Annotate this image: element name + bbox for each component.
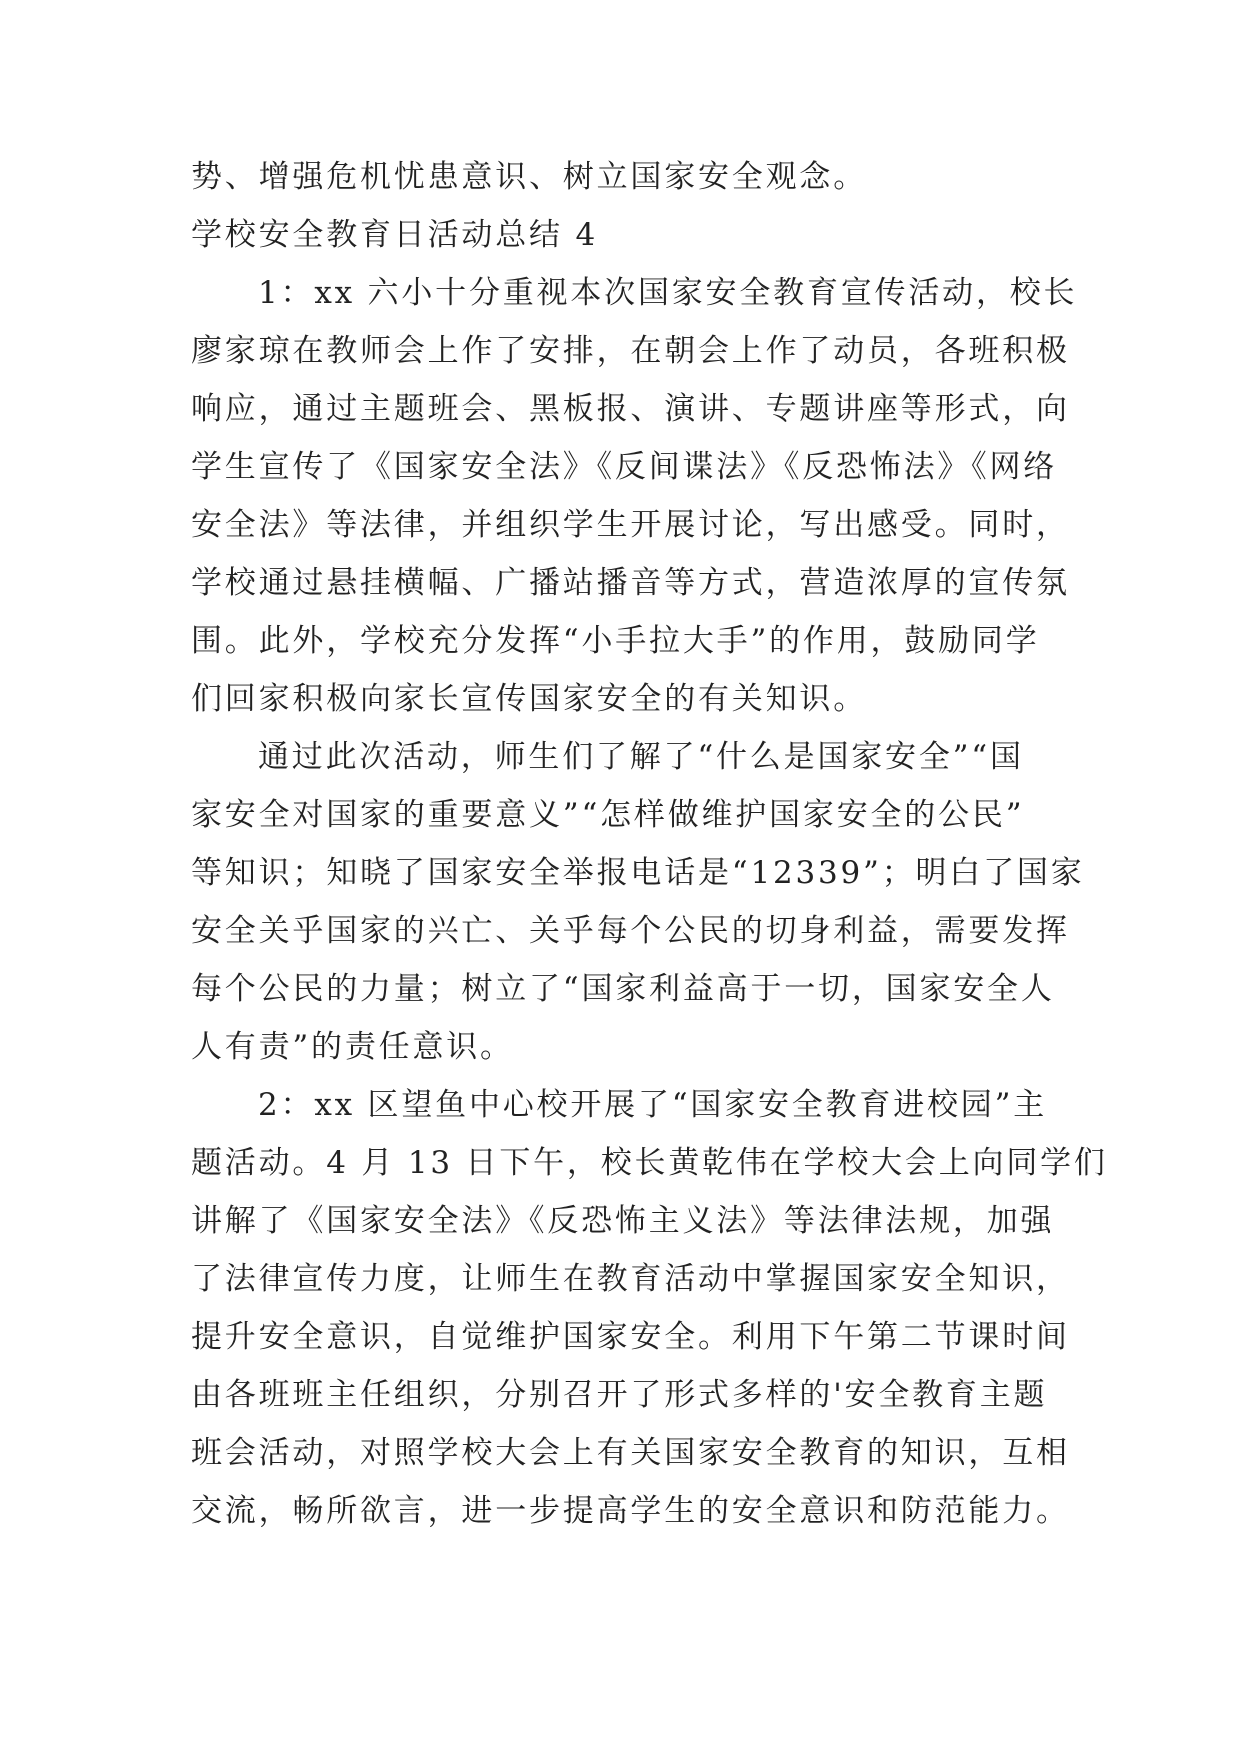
text-line: 题活动。4 月 13 日下午，校长黄乾伟在学校大会上向同学们 <box>191 1145 1108 1181</box>
text-line: 提升安全意识，自觉维护国家安全。利用下午第二节课时间 <box>191 1319 1070 1355</box>
text-line: 家安全对国家的重要意义”“怎样做维护国家安全的公民” <box>191 797 1025 833</box>
text-line: 响应，通过主题班会、黑板报、演讲、专题讲座等形式，向 <box>191 391 1070 427</box>
section-heading: 学校安全教育日活动总结 4 <box>191 217 598 253</box>
text-line: 学校通过悬挂横幅、广播站播音等方式，营造浓厚的宣传氛 <box>191 565 1070 601</box>
text-line: 廖家琼在教师会上作了安排，在朝会上作了动员，各班积极 <box>191 333 1070 369</box>
document-body <box>191 148 1108 1540</box>
text-line: 人有责”的责任意识。 <box>191 1029 514 1065</box>
text-line: 势、增强危机忧患意识、树立国家安全观念。 <box>191 159 867 195</box>
text-line: 围。此外，学校充分发挥“小手拉大手”的作用，鼓励同学 <box>191 623 1040 659</box>
text-line: 每个公民的力量；树立了“国家利益高于一切，国家安全人 <box>191 971 1055 1007</box>
text-line: 由各班班主任组织，分别召开了形式多样的'安全教育主题 <box>191 1377 1048 1413</box>
paragraph-start: 通过此次活动，师生们了解了“什么是国家安全”“国 <box>258 739 1024 775</box>
paragraph-start: 1：xx 六小十分重视本次国家安全教育宣传活动，校长 <box>258 275 1078 311</box>
text-line: 安全法》等法律，并组织学生开展讨论，写出感受。同时， <box>191 507 1070 543</box>
text-line: 们回家积极向家长宣传国家安全的有关知识。 <box>191 681 867 717</box>
text-line: 等知识；知晓了国家安全举报电话是“12339”；明白了国家 <box>191 855 1085 891</box>
text-line: 了法律宣传力度，让师生在教育活动中掌握国家安全知识， <box>191 1261 1070 1297</box>
text-line: 讲解了《国家安全法》《反恐怖主义法》等法律法规，加强 <box>191 1203 1055 1239</box>
paragraph-start: 2：xx 区望鱼中心校开展了“国家安全教育进校园”主 <box>258 1087 1048 1123</box>
text-line: 学生宣传了《国家安全法》《反间谍法》《反恐怖法》《网络 <box>191 449 1058 485</box>
text-line: 安全关乎国家的兴亡、关乎每个公民的切身利益，需要发挥 <box>191 913 1070 949</box>
text-line: 班会活动，对照学校大会上有关国家安全教育的知识，互相 <box>191 1435 1070 1471</box>
text-line: 交流，畅所欲言，进一步提高学生的安全意识和防范能力。 <box>191 1493 1070 1529</box>
